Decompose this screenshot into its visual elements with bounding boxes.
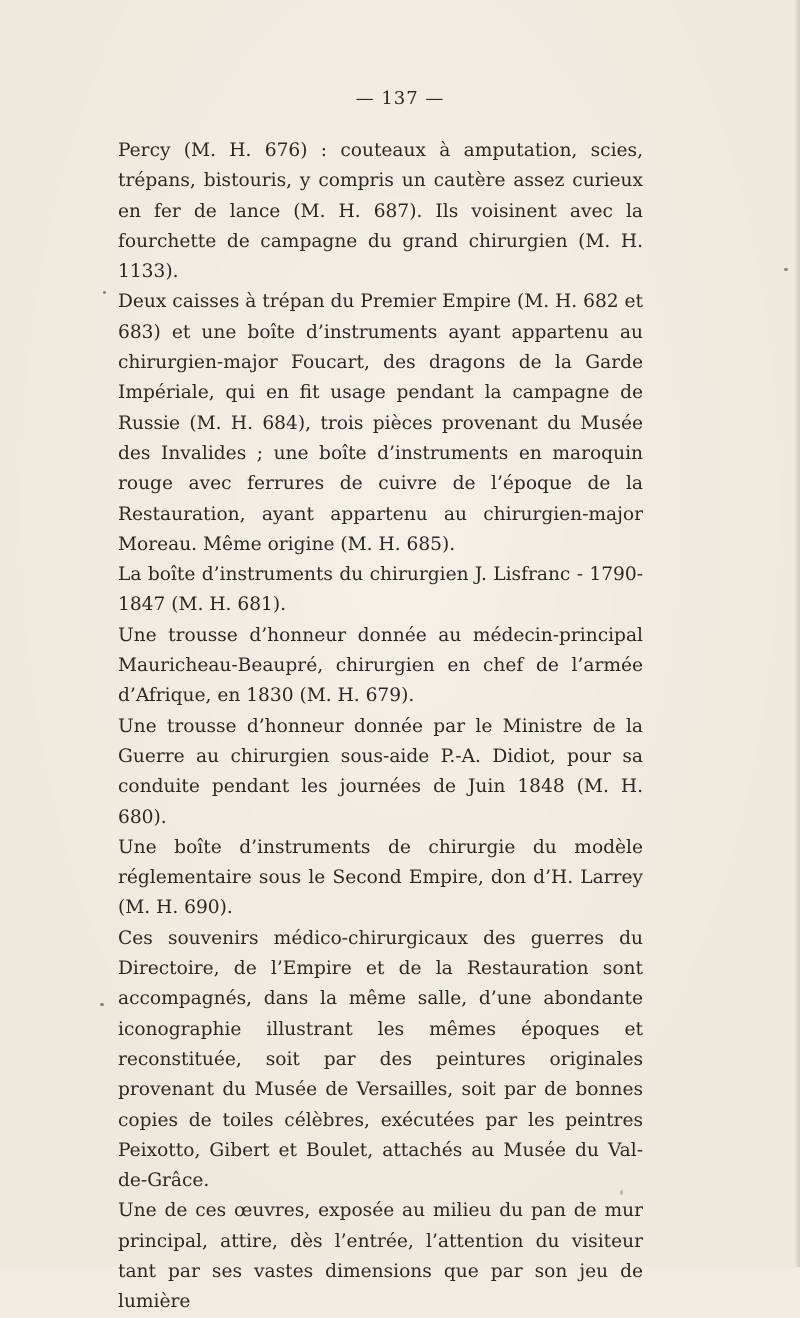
paragraph-lisfranc-box: La boîte d’instruments du chirurgien J. Lisfranc - 1790-1847 (M. H. 681).: [118, 564, 643, 616]
paragraph-larrey-box: Une boîte d’instruments de chirurgie du modèle réglementaire sous le Second Empire, don d’H. Larrey (M. H. 690).: [118, 836, 643, 919]
paper-speck: [784, 268, 788, 271]
body-text: [118, 136, 643, 1318]
paragraph-trousse-mauricheau: Une trousse d’honneur donnée au médecin-principal Mauricheau-Beaupré, chirurgien en chef de l’armée d’Afrique, en 1830 (M. H. 679).: [118, 624, 643, 707]
paper-speck: [103, 291, 106, 294]
paper-speck: [620, 1190, 623, 1195]
paragraph-main-painting: Une de ces œuvres, exposée au milieu du pan de mur principal, attire, dès l’entrée, l’attention du visiteur tant par ses vastes dimensions que par son jeu de lumière: [118, 1200, 643, 1313]
paragraph-percy-instruments: Percy (M. H. 676) : couteaux à amputation, scies, trépans, bistouris, y compris un cautère assez curieux en fer de lance (M. H. 687). Ils voisinent avec la fourchette de campagne du grand chirurgien (M. H. 1133).: [118, 140, 643, 283]
paragraph-iconography: Ces souvenirs médico-chirurgicaux des guerres du Directoire, de l’Empire et de la Restauration sont accompagnés, dans la même salle, d’une abondante iconographie illustrant les mêmes époques et reconstituée, soit par des peintures originales provenant du Musée de Versailles, soit par de bonnes copies de toiles célèbres, exécutées par les peintres Peixotto, Gibert et Boulet, attachés au Musée du Val-de-Grâce.: [118, 927, 643, 1192]
page-edge-shadow: [794, 0, 800, 1267]
page-number: — 137 —: [355, 88, 445, 109]
paragraph-trepan-cases: Deux caisses à trépan du Premier Empire (M. H. 682 et 683) et une boîte d’instruments ayant appartenu au chirurgien-major Foucart, des dragons de la Garde Impériale, qui en fit usage pendant la campagne de Russie (M. H. 684), trois pièces provenant du Musée des Invalides ; une boîte d’instruments en maroquin rouge avec ferrures de cuivre de l’époque de la Restauration, ayant appartenu au chirurgien-major Moreau. Même origine (M. H. 685).: [118, 291, 643, 555]
paragraph-trousse-didiot: Une trousse d’honneur donnée par le Ministre de la Guerre au chirurgien sous-aide P.-A. Didiot, pour sa conduite pendant les journées de Juin 1848 (M. H. 680).: [118, 715, 643, 828]
paper-speck: [100, 1003, 104, 1006]
